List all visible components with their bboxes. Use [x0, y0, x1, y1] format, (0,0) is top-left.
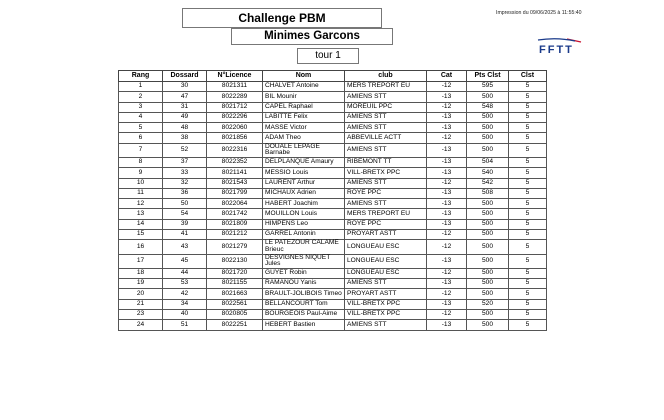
cell-name: HIMPENS Leo: [263, 219, 345, 229]
table-row: [119, 199, 547, 209]
cell-club: VILL-BRETX PPC: [345, 168, 427, 178]
cell-points: 500: [467, 279, 509, 289]
cell-name: ADAM Theo: [263, 133, 345, 143]
cell-ranking: 5: [509, 112, 547, 122]
cell-points: 500: [467, 199, 509, 209]
cell-points: 508: [467, 188, 509, 198]
cell-bib: 41: [163, 230, 207, 240]
cell-name: DESVIGNES NIQUET Jules: [263, 254, 345, 268]
cell-bib: 49: [163, 112, 207, 122]
table-row: [119, 123, 547, 133]
cell-bib: 42: [163, 289, 207, 299]
cell-bib: 39: [163, 219, 207, 229]
table-row: [119, 309, 547, 319]
cell-rank: 16: [119, 240, 163, 254]
cell-licence: 8022561: [207, 299, 263, 309]
cell-ranking: 5: [509, 178, 547, 188]
cell-bib: 54: [163, 209, 207, 219]
cell-rank: 5: [119, 123, 163, 133]
cell-points: 500: [467, 320, 509, 330]
cell-bib: 48: [163, 123, 207, 133]
cell-club: LONGUEAU ESC: [345, 268, 427, 278]
cell-licence: 8022060: [207, 123, 263, 133]
cell-name: LE PATEZOUR CALAME Brieuc: [263, 240, 345, 254]
cell-points: 500: [467, 133, 509, 143]
cell-licence: 8020805: [207, 309, 263, 319]
cell-licence: 8022316: [207, 143, 263, 157]
cell-points: 500: [467, 123, 509, 133]
cell-ranking: 5: [509, 254, 547, 268]
column-header-name: Nom: [263, 71, 345, 82]
cell-licence: 8021155: [207, 279, 263, 289]
cell-rank: 14: [119, 219, 163, 229]
cell-club: AMIENS STT: [345, 199, 427, 209]
cell-rank: 11: [119, 188, 163, 198]
column-header-club: club: [345, 71, 427, 82]
cell-club: LONGUEAU ESC: [345, 254, 427, 268]
cell-licence: 8021212: [207, 230, 263, 240]
cell-name: HEBERT Bastien: [263, 320, 345, 330]
cell-ranking: 5: [509, 219, 547, 229]
cell-ranking: 5: [509, 199, 547, 209]
cell-rank: 6: [119, 133, 163, 143]
cell-club: MERS TREPORT EU: [345, 82, 427, 92]
cell-club: AMIENS STT: [345, 178, 427, 188]
cell-name: CHALVET Antoine: [263, 82, 345, 92]
table-row: [119, 168, 547, 178]
cell-points: 520: [467, 299, 509, 309]
table-row: [119, 320, 547, 330]
logo-text: FFTT: [539, 44, 574, 55]
cell-category: -13: [427, 299, 467, 309]
cell-rank: 24: [119, 320, 163, 330]
cell-rank: 17: [119, 254, 163, 268]
cell-club: AMIENS STT: [345, 92, 427, 102]
table-row: [119, 209, 547, 219]
cell-points: 500: [467, 254, 509, 268]
cell-bib: 36: [163, 188, 207, 198]
cell-licence: 8021543: [207, 178, 263, 188]
cell-ranking: 5: [509, 157, 547, 167]
fftt-logo: [537, 37, 583, 55]
cell-licence: 8021141: [207, 168, 263, 178]
cell-category: -13: [427, 320, 467, 330]
table-row: [119, 240, 547, 254]
cell-rank: 2: [119, 92, 163, 102]
cell-points: 504: [467, 157, 509, 167]
results-table: [118, 70, 547, 331]
column-header-bib: Dossard: [163, 71, 207, 82]
cell-category: -13: [427, 188, 467, 198]
table-row: [119, 230, 547, 240]
cell-ranking: 5: [509, 279, 547, 289]
cell-rank: 18: [119, 268, 163, 278]
cell-bib: 52: [163, 143, 207, 157]
cell-ranking: 5: [509, 320, 547, 330]
table-row: [119, 254, 547, 268]
cell-points: 540: [467, 168, 509, 178]
cell-rank: 19: [119, 279, 163, 289]
cell-rank: 10: [119, 178, 163, 188]
cell-points: 548: [467, 102, 509, 112]
cell-name: LAURENT Arthur: [263, 178, 345, 188]
cell-bib: 51: [163, 320, 207, 330]
cell-name: LABITTE Felix: [263, 112, 345, 122]
cell-bib: 44: [163, 268, 207, 278]
cell-category: -12: [427, 309, 467, 319]
cell-licence: 8022289: [207, 92, 263, 102]
cell-rank: 23: [119, 309, 163, 319]
cell-club: AMIENS STT: [345, 143, 427, 157]
cell-name: HABERT Joachim: [263, 199, 345, 209]
cell-category: -12: [427, 268, 467, 278]
table-row: [119, 133, 547, 143]
cell-club: AMIENS STT: [345, 112, 427, 122]
cell-points: 500: [467, 112, 509, 122]
cell-club: PROYART ASTT: [345, 230, 427, 240]
cell-bib: 31: [163, 102, 207, 112]
cell-name: BRAULT-JOLIBOIS Timeo: [263, 289, 345, 299]
cell-ranking: 5: [509, 168, 547, 178]
cell-category: -13: [427, 199, 467, 209]
cell-points: 542: [467, 178, 509, 188]
cell-category: -13: [427, 219, 467, 229]
cell-ranking: 5: [509, 133, 547, 143]
cell-bib: 40: [163, 309, 207, 319]
table-row: [119, 289, 547, 299]
cell-category: -13: [427, 254, 467, 268]
cell-bib: 43: [163, 240, 207, 254]
cell-ranking: 5: [509, 102, 547, 112]
cell-category: -13: [427, 143, 467, 157]
column-header-category: Cat: [427, 71, 467, 82]
cell-ranking: 5: [509, 299, 547, 309]
cell-licence: 8021712: [207, 102, 263, 112]
cell-rank: 3: [119, 102, 163, 112]
cell-club: ROYE PPC: [345, 188, 427, 198]
cell-rank: 15: [119, 230, 163, 240]
cell-category: -13: [427, 279, 467, 289]
cell-name: RAMANOU Yanis: [263, 279, 345, 289]
cell-category: -13: [427, 168, 467, 178]
table-row: [119, 219, 547, 229]
cell-ranking: 5: [509, 188, 547, 198]
cell-ranking: 5: [509, 289, 547, 299]
page-title: Challenge PBM: [182, 8, 382, 28]
cell-club: ABBEVILLE ACTT: [345, 133, 427, 143]
cell-licence: 8021799: [207, 188, 263, 198]
cell-category: -13: [427, 123, 467, 133]
cell-bib: 33: [163, 168, 207, 178]
cell-ranking: 5: [509, 268, 547, 278]
cell-licence: 8022296: [207, 112, 263, 122]
cell-licence: 8021720: [207, 268, 263, 278]
cell-name: BELLANCOURT Tom: [263, 299, 345, 309]
cell-ranking: 5: [509, 309, 547, 319]
cell-name: BIL Mounir: [263, 92, 345, 102]
cell-bib: 47: [163, 92, 207, 102]
cell-licence: 8021663: [207, 289, 263, 299]
cell-club: MERS TREPORT EU: [345, 209, 427, 219]
column-header-points: Pts Clst: [467, 71, 509, 82]
table-body: [119, 82, 547, 331]
table-row: [119, 92, 547, 102]
cell-licence: 8021856: [207, 133, 263, 143]
cell-rank: 13: [119, 209, 163, 219]
cell-club: AMIENS STT: [345, 320, 427, 330]
table-row: [119, 279, 547, 289]
cell-bib: 50: [163, 199, 207, 209]
cell-club: PROYART ASTT: [345, 289, 427, 299]
cell-rank: 1: [119, 82, 163, 92]
cell-points: 500: [467, 309, 509, 319]
cell-points: 500: [467, 268, 509, 278]
cell-rank: 21: [119, 299, 163, 309]
cell-club: VILL-BRETX PPC: [345, 309, 427, 319]
table-row: [119, 188, 547, 198]
cell-bib: 45: [163, 254, 207, 268]
cell-category: -12: [427, 178, 467, 188]
cell-name: GARREL Antonin: [263, 230, 345, 240]
cell-points: 500: [467, 92, 509, 102]
cell-category: -12: [427, 82, 467, 92]
cell-licence: 8021742: [207, 209, 263, 219]
cell-category: -12: [427, 240, 467, 254]
cell-category: -13: [427, 92, 467, 102]
cell-rank: 9: [119, 168, 163, 178]
cell-rank: 7: [119, 143, 163, 157]
cell-name: MICHAUX Adrien: [263, 188, 345, 198]
cell-club: MOREUIL PPC: [345, 102, 427, 112]
cell-licence: 8022130: [207, 254, 263, 268]
cell-name: DOUALE LEPAGE Barnabe: [263, 143, 345, 157]
cell-ranking: 5: [509, 240, 547, 254]
cell-rank: 20: [119, 289, 163, 299]
table-row: [119, 299, 547, 309]
cell-name: MESSIO Louis: [263, 168, 345, 178]
cell-category: -13: [427, 157, 467, 167]
print-timestamp: Impression du 09/06/2025 à 11:55:40: [496, 10, 582, 16]
cell-name: MOUILLON Louis: [263, 209, 345, 219]
cell-licence: 8021279: [207, 240, 263, 254]
table-row: [119, 102, 547, 112]
table-row: [119, 143, 547, 157]
cell-ranking: 5: [509, 82, 547, 92]
cell-ranking: 5: [509, 143, 547, 157]
cell-category: -12: [427, 230, 467, 240]
cell-category: -13: [427, 209, 467, 219]
cell-ranking: 5: [509, 230, 547, 240]
cell-rank: 12: [119, 199, 163, 209]
cell-category: -12: [427, 289, 467, 299]
cell-bib: 32: [163, 178, 207, 188]
cell-bib: 30: [163, 82, 207, 92]
cell-points: 500: [467, 240, 509, 254]
cell-licence: 8022352: [207, 157, 263, 167]
cell-category: -12: [427, 133, 467, 143]
cell-club: AMIENS STT: [345, 279, 427, 289]
cell-name: GUYET Robin: [263, 268, 345, 278]
cell-licence: 8022251: [207, 320, 263, 330]
table-row: [119, 112, 547, 122]
cell-name: BOURGEOIS Paul-Aime: [263, 309, 345, 319]
cell-club: RIBEMONT TT: [345, 157, 427, 167]
cell-licence: 8021809: [207, 219, 263, 229]
cell-club: ROYE PPC: [345, 219, 427, 229]
column-header-rank: Rang: [119, 71, 163, 82]
cell-points: 500: [467, 209, 509, 219]
cell-points: 500: [467, 289, 509, 299]
cell-name: DELPLANQUE Amaury: [263, 157, 345, 167]
table-row: [119, 82, 547, 92]
cell-bib: 34: [163, 299, 207, 309]
table-row: [119, 157, 547, 167]
cell-bib: 38: [163, 133, 207, 143]
cell-ranking: 5: [509, 209, 547, 219]
table-row: [119, 178, 547, 188]
cell-name: MASSE Victor: [263, 123, 345, 133]
cell-name: CAPEL Raphael: [263, 102, 345, 112]
cell-rank: 4: [119, 112, 163, 122]
cell-category: -13: [427, 112, 467, 122]
cell-ranking: 5: [509, 123, 547, 133]
cell-licence: 8021311: [207, 82, 263, 92]
category-subtitle: Minimes Garcons: [231, 28, 393, 45]
cell-points: 500: [467, 219, 509, 229]
table-header-row: [119, 71, 547, 82]
cell-points: 500: [467, 230, 509, 240]
column-header-ranking: Clst: [509, 71, 547, 82]
cell-club: VILL-BRETX PPC: [345, 299, 427, 309]
cell-rank: 8: [119, 157, 163, 167]
round-label: tour 1: [297, 48, 359, 64]
cell-ranking: 5: [509, 92, 547, 102]
table-row: [119, 268, 547, 278]
cell-bib: 37: [163, 157, 207, 167]
cell-licence: 8022064: [207, 199, 263, 209]
cell-club: LONGUEAU ESC: [345, 240, 427, 254]
cell-points: 595: [467, 82, 509, 92]
cell-points: 500: [467, 143, 509, 157]
cell-club: AMIENS STT: [345, 123, 427, 133]
column-header-licence: N°Licence: [207, 71, 263, 82]
cell-category: -12: [427, 102, 467, 112]
cell-bib: 53: [163, 279, 207, 289]
